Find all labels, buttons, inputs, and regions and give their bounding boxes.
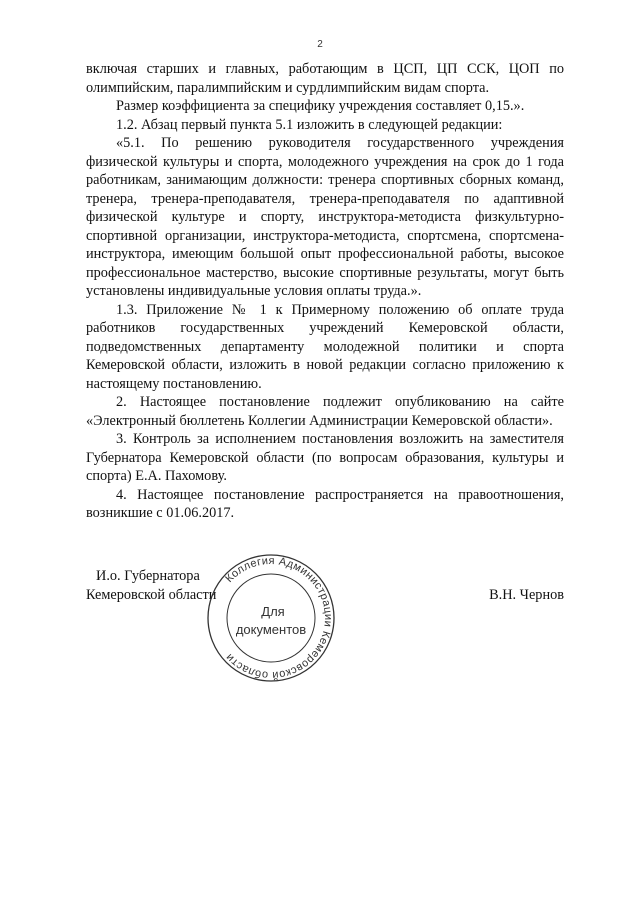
page-number: 2 <box>317 39 323 50</box>
paragraph-3: 3. Контроль за исполнением постановления возложить на заместителя Губернатора Кемеровской области (по вопросам образования, культуры и спорта) Е.А. Пахомову. <box>86 431 564 484</box>
paragraph-1-3: 1.3. Приложение № 1 к Примерному положению об оплате труда работников государственных учреждений Кемеровской области, подведомственных департаменту молодежной политики и спорта Кемеровской области, изложить в новой редакции согласно приложению к настоящему постановлению. <box>86 301 564 392</box>
paragraph-continuation: включая старших и главных, работающим в ЦСП, ЦП ССК, ЦОП по олимпийским, паралимпийским и сурдлимпийским видам спорта. <box>86 61 564 96</box>
document-body <box>86 60 564 523</box>
paragraph-4: 4. Настоящее постановление распространяется на правоотношения, возникшие с 01.06.2017. <box>86 486 564 521</box>
paragraph-2: 2. Настоящее постановление подлежит опубликованию на сайте «Электронный бюллетень Коллегии Администрации Кемеровской области». <box>86 394 564 429</box>
stamp-ring-text: Коллегия Администрации Кемеровской области <box>223 554 335 682</box>
paragraph-1-2: 1.2. Абзац первый пункта 5.1 изложить в следующей редакции: <box>116 116 503 133</box>
paragraph-5-1: «5.1. По решению руководителя государственного учреждения физической культуры и спорта, молодежного учреждения на срок до 1 года работникам, занимающим должности: тренера спортивных сборных команд, тренера, тренера-преподавателя, тренера-преподавателя по адаптивной физической культуре и спорту, инструктора-методиста физкультурно-спортивной организации, инструктора-методиста, спортсмена, спортсмена-инструктора, имеющим большой опыт профессиональной работы, высокое профессиональное мастерство, высокие спортивные результаты, могут быть установлены индивидуальные условия оплаты труда.». <box>86 135 564 299</box>
stamp-center-line-1: Для <box>261 604 285 619</box>
signatory-name: В.Н. Чернов <box>489 586 564 603</box>
position-line-1: И.о. Губернатора <box>96 568 200 584</box>
official-stamp <box>205 552 337 684</box>
position-line-2: Кемеровской области <box>86 586 217 603</box>
stamp-center-line-2: документов <box>235 622 307 637</box>
paragraph-coefficient: Размер коэффициента за специфику учреждения составляет 0,15.». <box>116 98 525 114</box>
signatory-position <box>86 567 216 604</box>
